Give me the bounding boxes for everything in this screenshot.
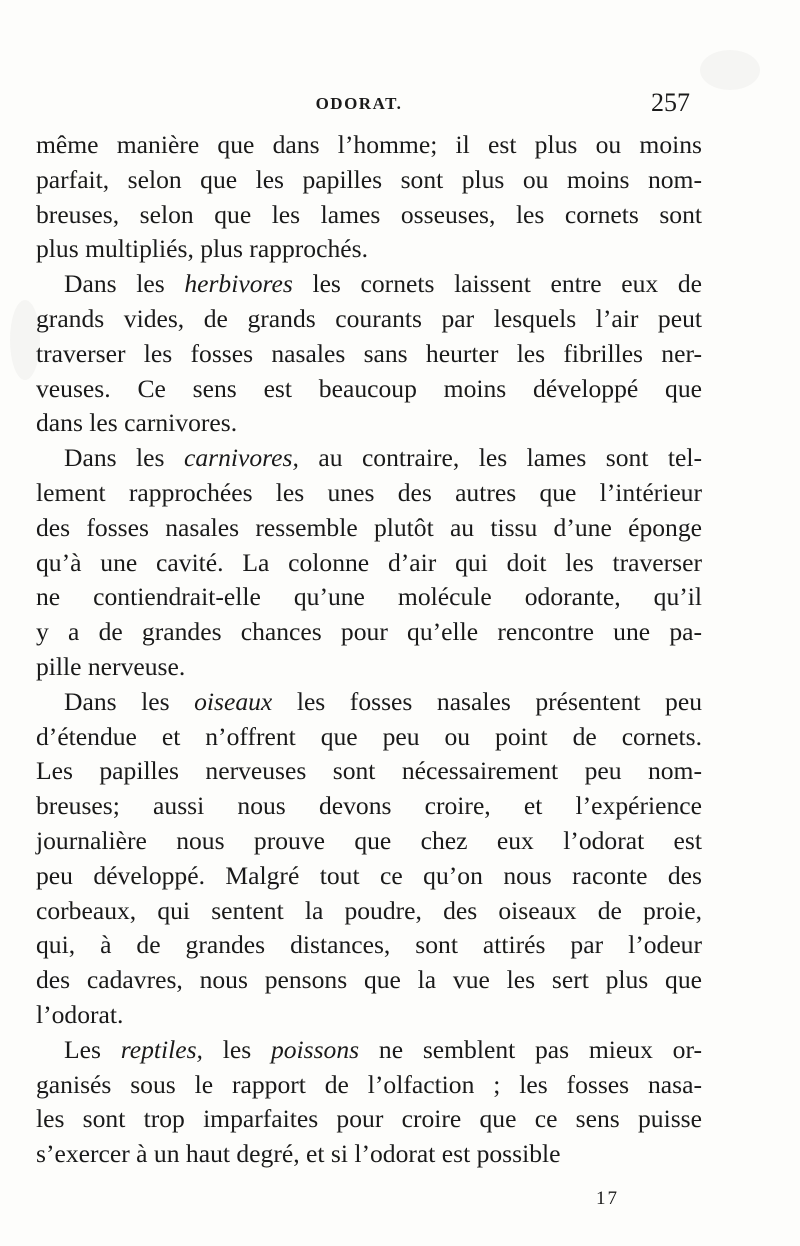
text-run: Les [64, 1034, 121, 1064]
text-run: les fosses nasales présentent peu [272, 686, 702, 716]
text-line [36, 441, 702, 476]
italic-term: reptiles, [120, 1034, 203, 1064]
paragraph [36, 1033, 702, 1172]
text-line [36, 267, 702, 302]
text-run: ne semblent pas mieux or- [359, 1034, 702, 1064]
text-line: qu’à une cavité. La colonne d’air qui doit les traverser [36, 547, 702, 577]
running-head [36, 84, 690, 124]
text-line: s’exercer à un haut degré, et si l’odorat est possible [36, 1139, 561, 1169]
text-line: veuses. Ce sens est beaucoup moins développé que [36, 373, 702, 403]
paragraph [36, 267, 702, 441]
text-line: pille nerveuse. [36, 651, 186, 681]
text-line: traverser les fosses nasales sans heurter les fibrilles ner- [36, 338, 702, 368]
body-text [36, 128, 702, 1172]
text-line [36, 1033, 702, 1068]
text-run: les cornets laissent entre eux de [292, 269, 703, 299]
text-line: breuses; aussi nous devons croire, et l’expérience [36, 791, 702, 821]
text-line: des cadavres, nous pensons que la vue les sert plus que [36, 965, 702, 995]
text-run: les [202, 1034, 271, 1064]
text-line: d’étendue et n’offrent que peu ou point de cornets. [36, 721, 702, 751]
paper-stain [700, 50, 760, 90]
text-line: y a de grandes chances pour qu’elle rencontre une pa- [36, 617, 702, 647]
page-number: 257 [651, 88, 690, 117]
italic-term: poissons [270, 1034, 360, 1064]
signature-mark: 17 [596, 1188, 619, 1209]
text-line: même manière que dans l’homme; il est plus ou moins [36, 130, 702, 159]
paragraph [36, 128, 702, 267]
paragraph [36, 441, 702, 685]
text-run: Dans les [64, 269, 185, 299]
text-line: qui, à de grandes distances, sont attirés par l’odeur [36, 930, 702, 960]
text-line: plus multipliés, plus rapprochés. [36, 234, 368, 264]
text-line: corbeaux, qui sentent la poudre, des oiseaux de proie, [36, 895, 702, 925]
text-line: les sont trop imparfaites pour croire que ce sens puisse [36, 1104, 702, 1134]
italic-term: carnivores, [183, 443, 299, 473]
text-line: dans les carnivores. [36, 408, 238, 438]
text-run: au contraire, les lames sont tel- [298, 443, 702, 473]
text-line: ne contiendrait-elle qu’une molécule odorante, qu’il [36, 582, 702, 612]
text-line: l’odorat. [36, 999, 124, 1029]
paragraph [36, 685, 702, 1033]
text-line [36, 685, 702, 720]
italic-term: oiseaux [194, 686, 273, 716]
text-line: peu développé. Malgré tout ce qu’on nous raconte des [36, 860, 702, 890]
text-line: grands vides, de grands courants par lesquels l’air peut [36, 303, 702, 333]
text-line: ganisés sous le rapport de l’olfaction ; les fosses nasa- [36, 1069, 702, 1099]
running-title: ODORAT. [315, 94, 403, 113]
text-line: Les papilles nerveuses sont nécessairement peu nom- [36, 756, 702, 786]
text-run: Dans les [64, 686, 195, 716]
text-line: journalière nous prouve que chez eux l’odorat est [36, 825, 702, 855]
italic-term: herbivores [184, 269, 293, 299]
text-line: lement rapprochées les unes des autres que l’intérieur [36, 477, 702, 507]
text-line: des fosses nasales ressemble plutôt au tissu d’une éponge [36, 512, 702, 542]
text-line: breuses, selon que les lames osseuses, les cornets sont [36, 199, 702, 229]
text-run: Dans les [64, 443, 184, 473]
text-line: parfait, selon que les papilles sont plus ou moins nom- [36, 164, 702, 194]
